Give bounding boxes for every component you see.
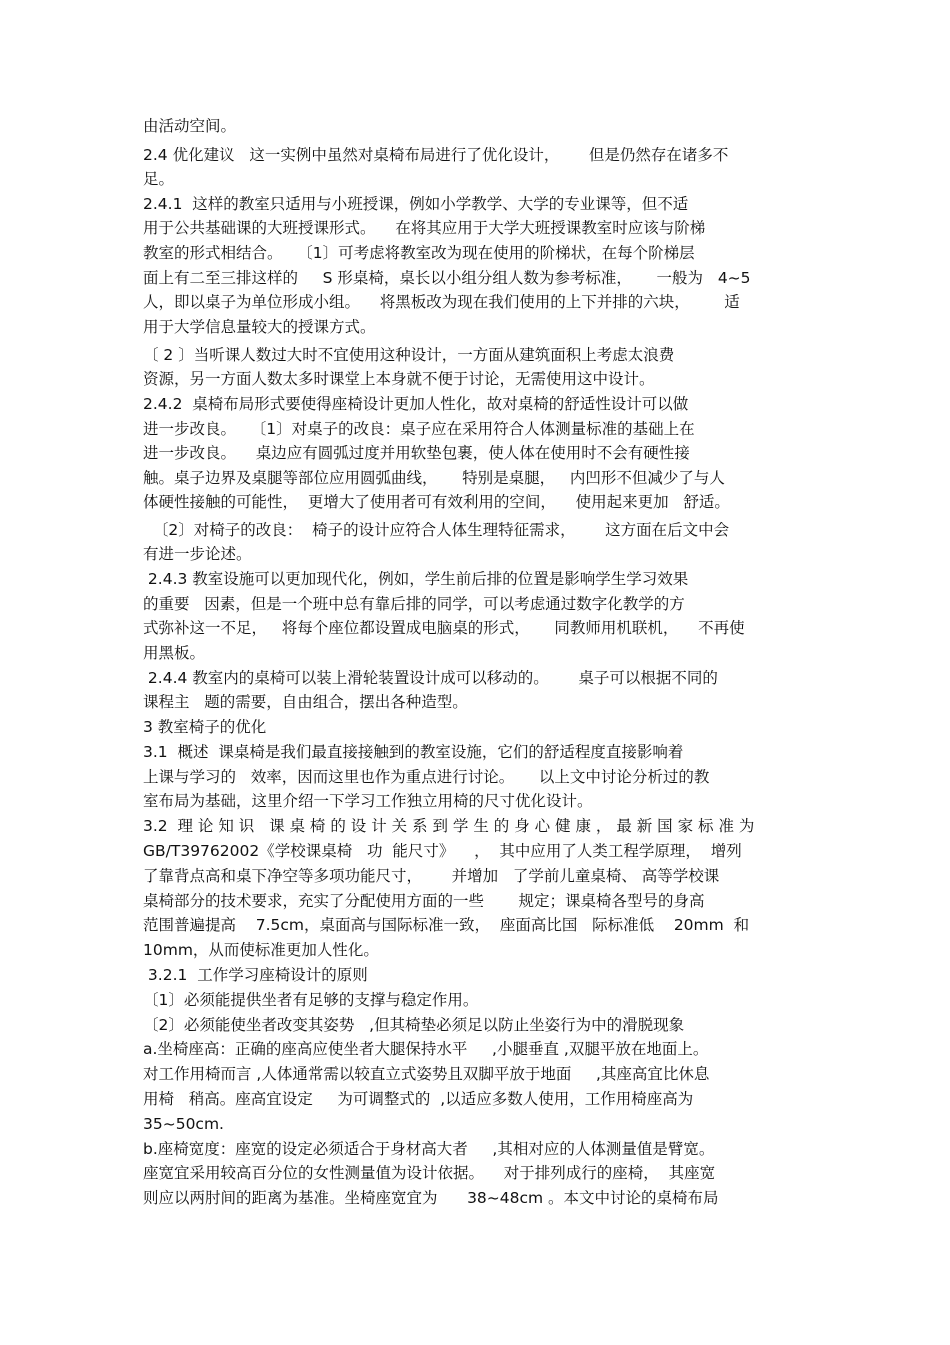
- text-line: 用椅 稍高。座高宜设定 为可调整式的 ,以适应多数人使用，工作用椅座高为: [143, 1090, 694, 1108]
- text-line: 体硬性接触的可能性， 更增大了使用者可有效利用的空间， 使用起来更加 舒适。: [143, 493, 730, 511]
- text-line: 〔1〕必须能提供坐者有足够的支撑与稳定作用。: [143, 991, 479, 1009]
- text-line: 〔 2 〕当听课人数过大时不宜使用这种设计，一方面从建筑面积上考虑太浪费: [143, 346, 675, 364]
- text-line: 对工作用椅而言 ,人体通常需以较直立式姿势且双脚平放于地面 ,其座高宜比休息: [143, 1065, 710, 1083]
- text-line: 35~50cm.: [143, 1115, 224, 1133]
- text-line: 2.4.1 这样的教室只适用与小班授课，例如小学教学、大学的专业课等，但不适: [143, 195, 689, 213]
- text-line: 用黑板。: [143, 644, 206, 662]
- text-line: 进一步改良。 〔1〕对桌子的改良：桌子应在采用符合人体测量标准的基础上在: [143, 420, 695, 438]
- text-line: 2.4.2 桌椅布局形式要使得座椅设计更加人性化，故对桌椅的舒适性设计可以做: [143, 395, 689, 413]
- text-line: 〔2〕对椅子的改良： 椅子的设计应符合人体生理特征需求， 这方面在后文中会: [143, 521, 730, 539]
- text-line: 室布局为基础，这里介绍一下学习工作独立用椅的尺寸优化设计。: [143, 792, 593, 810]
- text-line: a.坐椅座高：正确的座高应使坐者大腿保持水平 ,小腿垂直 ,双腿平放在地面上。: [143, 1040, 709, 1058]
- text-line: 则应以两肘间的距离为基准。坐椅座宽宜为 38~48cm 。本文中讨论的桌椅布局: [143, 1189, 719, 1207]
- text-line: 3 教室椅子的优化: [143, 718, 267, 736]
- text-line: 2.4 优化建议 这一实例中虽然对桌椅布局进行了优化设计， 但是仍然存在诸多不: [143, 146, 729, 164]
- text-line: 足。: [143, 170, 175, 188]
- text-line: 2.4.3 教室设施可以更加现代化，例如，学生前后排的位置是影响学生学习效果: [143, 570, 689, 588]
- text-line: 了靠背点高和桌下净空等多项功能尺寸， 并增加 了学前儿童桌椅、 高等学校课: [143, 867, 720, 885]
- text-line: 进一步改良。 桌边应有圆弧过度并用软垫包裹，使人体在使用时不会有硬性接: [143, 444, 690, 462]
- text-line: 用于公共基础课的大班授课形式。 在将其应用于大学大班授课教室时应该与阶梯: [143, 219, 706, 237]
- text-line: 10mm，从而使标准更加人性化。: [143, 941, 379, 959]
- text-line: b.座椅宽度：座宽的设定必须适合于身材高大者 ,其相对应的人体测量值是臂宽。: [143, 1140, 715, 1158]
- text-line: 课程主 题的需要，自由组合，摆出各种造型。: [143, 693, 468, 711]
- text-line: 〔2〕必须能使坐者改变其姿势 ,但其椅垫必须足以防止坐姿行为中的滑脱现象: [143, 1016, 685, 1034]
- text-line: GB/T39762002《学校课桌椅 功 能尺寸》 ， 其中应用了人类工程学原理， 增列: [143, 842, 742, 860]
- text-line: 触。桌子边界及桌腿等部位应用圆弧曲线， 特别是桌腿， 内凹形不但减少了与人: [143, 469, 725, 487]
- text-line: 式弥补这一不足， 将每个座位都设置成电脑桌的形式， 同教师用机联机， 不再使: [143, 619, 745, 637]
- text-line: 3.2 理 论 知 识 课 桌 椅 的 设 计 关 系 到 学 生 的 身 心 健 康 ， 最 新 国 家 标 准 为: [143, 817, 755, 835]
- text-line: 座宽宜采用较高百分位的女性测量值为设计依据。 对于排列成行的座椅， 其座宽: [143, 1164, 716, 1182]
- text-line: 范围普遍提高 7.5cm，桌面高与国际标准一致， 座面高比国 际标准低 20mm 和: [143, 916, 750, 934]
- text-line: 人，即以桌子为单位形成小组。 将黑板改为现在我们使用的上下并排的六块， 适: [143, 293, 740, 311]
- text-line: 3.1 概述 课桌椅是我们最直接接触到的教室设施，它们的舒适程度直接影响着: [143, 743, 684, 761]
- text-line: 用于大学信息量较大的授课方式。: [143, 318, 376, 336]
- text-line: 上课与学习的 效率，因而这里也作为重点进行讨论。 以上文中讨论分析过的教: [143, 768, 710, 786]
- text-line: 桌椅部分的技术要求，充实了分配使用方面的一些 规定；课桌椅各型号的身高: [143, 892, 705, 910]
- text-line: 面上有二至三排这样的 S 形桌椅，桌长以小组分组人数为参考标准， 一般为 4~5: [143, 269, 751, 287]
- text-line: 教室的形式相结合。 〔1〕可考虑将教室改为现在使用的阶梯状，在每个阶梯层: [143, 244, 695, 262]
- text-line: 3.2.1 工作学习座椅设计的原则: [143, 966, 368, 984]
- text-line: 2.4.4 教室内的桌椅可以装上滑轮装置设计成可以移动的。 桌子可以根据不同的: [143, 669, 718, 687]
- text-line: 资源，另一方面人数太多时课堂上本身就不便于讨论，无需使用这中设计。: [143, 370, 655, 388]
- text-line: 由活动空间。: [143, 117, 237, 135]
- text-line: 有进一步论述。: [143, 545, 252, 563]
- text-line: 的重要 因素，但是一个班中总有靠后排的同学，可以考虑通过数字化教学的方: [143, 595, 685, 613]
